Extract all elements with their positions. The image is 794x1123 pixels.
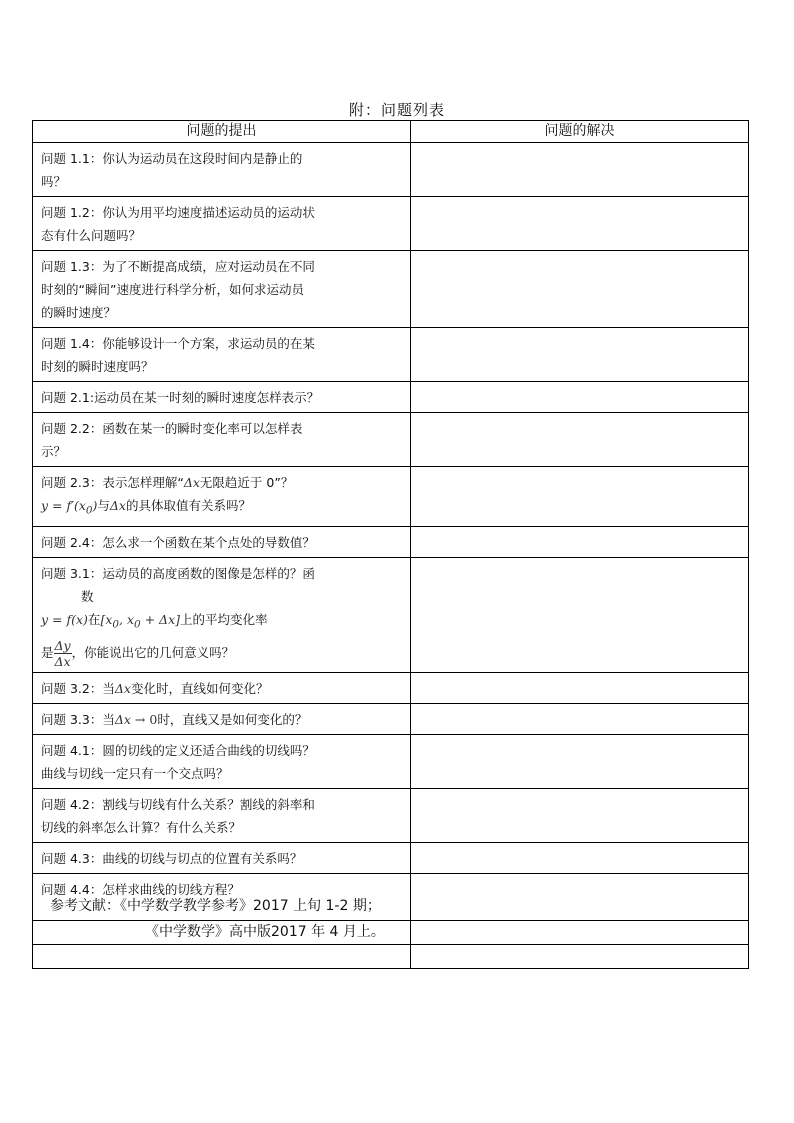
question-1-3: 问题 1.3：为了不断提高成绩，应对运动员在不同 时刻的“瞬间”速度进行科学分析，如何求运动员 的瞬时速度？ xyxy=(33,251,411,328)
answer-cell xyxy=(411,413,749,467)
reference-line-1: 参考文献：《中学数学教学参考》2017 上旬 1-2 期； xyxy=(50,898,381,914)
table-row xyxy=(33,382,749,413)
question-4-2: 问题 4.2：割线与切线有什么关系？割线的斜率和 切线的斜率怎么计算？有什么关系？ xyxy=(33,789,411,843)
answer-cell xyxy=(411,197,749,251)
table-row xyxy=(33,197,749,251)
page-title: 附：问题列表 xyxy=(348,101,445,119)
table-row xyxy=(33,557,749,673)
question-4-3: 问题 4.3：曲线的切线与切点的位置有关系吗？ xyxy=(33,843,411,874)
math-interval: [$x_0$, $x_0 + \Delta x$] xyxy=(100,611,180,630)
table-row xyxy=(33,328,749,382)
answer-cell xyxy=(411,843,749,874)
table-row xyxy=(33,526,749,557)
math-function: y = f(x) xyxy=(41,611,88,627)
question-2-2: 问题 2.2：函数在某一的瞬时变化率可以怎样表 示？ xyxy=(33,413,411,467)
reference-line-2: 《中学数学》高中版2017 年 4 月上。 xyxy=(145,924,385,940)
answer-cell xyxy=(411,789,749,843)
question-1-2: 问题 1.2：你认为用平均速度描述运动员的运动状 态有什么问题吗？ xyxy=(33,197,411,251)
question-3-1: 问题 3.1：运动员的高度函数的图像是怎样的？函 数 y = f(x)在[$x_0$, $x_0 + \Delta x$]上的平均变化率 是 $\frac{\Delta y}{\Delta x}$ ，你能说出它的几何意义吗？ xyxy=(33,557,411,673)
header-solutions: 问题的解决 xyxy=(411,121,749,143)
table-row xyxy=(33,251,749,328)
table-row xyxy=(33,735,749,789)
question-4-4: 问题 4.4：怎样求曲线的切线方程？ xyxy=(33,874,411,921)
answer-cell xyxy=(411,526,749,557)
question-1-1: 问题 1.1：你认为运动员在这段时间内是静止的 吗？ xyxy=(33,143,411,197)
question-3-2: 问题 3.2：当Δx变化时，直线如何变化？ xyxy=(33,673,411,704)
table-row xyxy=(33,789,749,843)
answer-cell xyxy=(411,143,749,197)
table-row xyxy=(33,143,749,197)
table-row-empty xyxy=(33,945,749,969)
answer-cell xyxy=(411,704,749,735)
table-header-row xyxy=(33,121,749,143)
question-3-3: 问题 3.3：当Δx → 0时，直线又是如何变化的？ xyxy=(33,704,411,735)
question-1-4: 问题 1.4：你能够设计一个方案，求运动员的在某 时刻的瞬时速度吗？ xyxy=(33,328,411,382)
math-delta-x: Δx xyxy=(109,498,126,513)
header-questions: 问题的提出 xyxy=(33,121,411,143)
answer-cell xyxy=(411,328,749,382)
answer-cell xyxy=(411,467,749,527)
answer-cell xyxy=(411,251,749,328)
question-table xyxy=(32,120,749,969)
question-2-4: 问题 2.4：怎么求一个函数在某个点处的导数值？ xyxy=(33,526,411,557)
math-fraction: $\frac{\Delta y}{\Delta x}$ xyxy=(54,638,71,669)
answer-cell xyxy=(411,874,749,921)
question-2-3: 问题 2.3：表示怎样理解“Δx无限趋近于 0”？ $y = f'(x_0)$与Δx的具体取值有关系吗？ xyxy=(33,467,411,527)
answer-cell xyxy=(411,673,749,704)
answer-cell xyxy=(411,382,749,413)
math-delta-x: Δx xyxy=(183,475,200,490)
table-row xyxy=(33,673,749,704)
answer-cell xyxy=(411,557,749,673)
question-2-1: 问题 2.1:运动员在某一时刻的瞬时速度怎样表示？ xyxy=(33,382,411,413)
table-row xyxy=(33,467,749,527)
table-row xyxy=(33,413,749,467)
math-derivative: $y = f'(x_0)$ xyxy=(41,498,98,517)
question-4-1: 问题 4.1：圆的切线的定义还适合曲线的切线吗？ 曲线与切线一定只有一个交点吗？ xyxy=(33,735,411,789)
answer-cell xyxy=(411,735,749,789)
table-row xyxy=(33,704,749,735)
references xyxy=(50,893,385,945)
table-row xyxy=(33,843,749,874)
